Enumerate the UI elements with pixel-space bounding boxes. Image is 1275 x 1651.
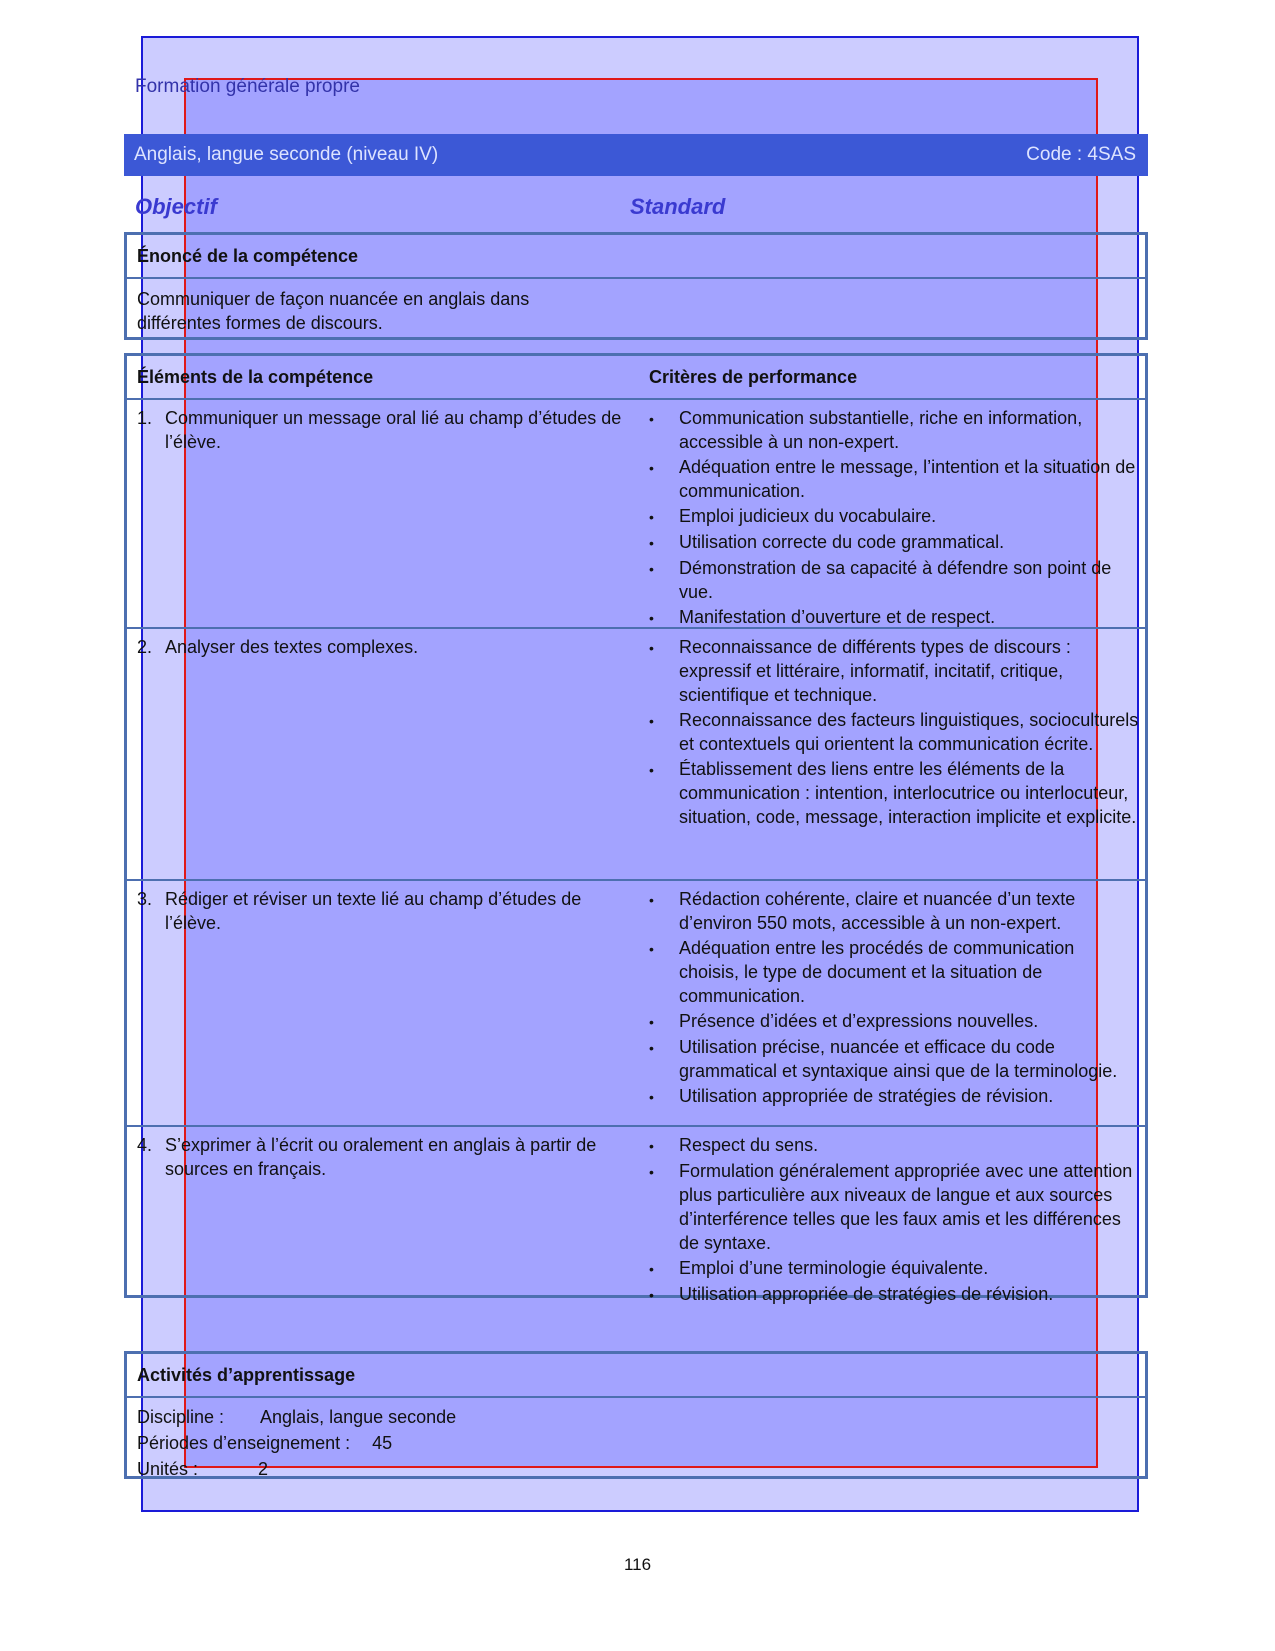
element-text: [137, 635, 627, 659]
criterion-item: [649, 406, 1139, 454]
criterion-item: [649, 1256, 1139, 1281]
criteria-list: [649, 887, 1139, 1110]
criterion-item: [649, 757, 1139, 829]
criterion-item: [649, 887, 1139, 935]
bullet: •: [649, 460, 654, 476]
bullet: •: [649, 535, 654, 551]
bullet: •: [649, 411, 654, 427]
criterion-text: Établissement des liens entre les éléments de la communication : intention, interlocutrice ou interlocuteur, situation, code, message, interaction implicite et explicite.: [679, 759, 1137, 827]
element-number: 4.: [137, 1135, 153, 1155]
course-title: Anglais, langue seconde (niveau IV): [134, 144, 439, 165]
criterion-text: Communication substantielle, riche en information, accessible à un non-expert.: [679, 408, 1083, 452]
criterion-item: [649, 605, 1139, 630]
criterion-item: [649, 1035, 1139, 1083]
objective-heading: Objectif: [135, 194, 217, 219]
bullet: •: [649, 892, 654, 908]
criterion-text: Utilisation appropriée de stratégies de révision.: [679, 1086, 1054, 1106]
elements-criteria-box: [124, 353, 1148, 1304]
element-text: [137, 406, 627, 454]
bullet: •: [649, 1164, 654, 1180]
criterion-text: Utilisation correcte du code grammatical.: [679, 532, 1005, 552]
bullet: •: [649, 1014, 654, 1030]
criterion-item: [649, 455, 1139, 503]
element-row: [127, 1127, 1145, 1304]
criterion-text: Adéquation entre le message, l’intention et la situation de communication.: [679, 457, 1136, 501]
element-number: 3.: [137, 889, 153, 909]
units-line: [137, 1456, 1135, 1482]
element-description: Analyser des textes complexes.: [165, 637, 419, 657]
statement-line: différentes formes de discours.: [137, 313, 383, 333]
criterion-text: Respect du sens.: [679, 1135, 819, 1155]
learning-activities-box: [124, 1351, 1148, 1479]
standard-heading: Standard: [630, 194, 726, 219]
criterion-text: Reconnaissance de différents types de discours : expressif et littéraire, informatif, incitatif, critique, scientifique et technique.: [679, 637, 1071, 705]
criterion-item: [649, 1159, 1139, 1255]
criterion-item: [649, 635, 1139, 707]
page-number: 116: [623, 1555, 652, 1574]
criterion-text: Emploi judicieux du vocabulaire.: [679, 506, 937, 526]
bullet: •: [649, 1040, 654, 1056]
criterion-text: Formulation généralement appropriée avec une attention plus particulière aux niveaux de langue et aux sources d’interférence telles que les faux amis et les différences de syntaxe.: [679, 1161, 1133, 1253]
statement-line: Communiquer de façon nuancée en anglais dans: [137, 289, 530, 309]
criterion-item: [649, 708, 1139, 756]
units-value: 2: [258, 1459, 269, 1479]
criterion-text: Reconnaissance des facteurs linguistiques, socioculturels et contextuels qui orientent la communication écrite.: [679, 710, 1139, 754]
bullet: •: [649, 610, 654, 626]
bullet: •: [649, 1089, 654, 1105]
criterion-item: [649, 936, 1139, 1008]
periods-label: Périodes d’enseignement :: [137, 1433, 351, 1453]
units-label: Unités :: [137, 1459, 199, 1479]
element-number: 1.: [137, 408, 153, 428]
bullet: •: [649, 941, 654, 957]
activities-header: Activités d’apprentissage: [127, 1354, 1145, 1398]
discipline-line: [137, 1404, 1135, 1430]
bullet: •: [649, 713, 654, 729]
criterion-text: Démonstration de sa capacité à défendre son point de vue.: [679, 558, 1112, 602]
criteria-header: Critères de performance: [649, 366, 858, 387]
bullet: •: [649, 1261, 654, 1277]
criteria-list: [649, 406, 1139, 631]
element-description: Rédiger et réviser un texte lié au champ d’études de l’élève.: [165, 889, 582, 933]
element-row: [127, 400, 1145, 629]
criterion-text: Utilisation précise, nuancée et efficace du code grammatical et syntaxique ainsi que de la terminologie.: [679, 1037, 1118, 1081]
criterion-text: Utilisation appropriée de stratégies de révision.: [679, 1284, 1054, 1304]
activities-details: [127, 1398, 1145, 1488]
criterion-text: Adéquation entre les procédés de communication choisis, le type de document et la situation de communication.: [679, 938, 1075, 1006]
discipline-label: Discipline :: [137, 1407, 225, 1427]
competency-statement-box: [124, 232, 1148, 340]
criterion-item: [649, 1084, 1139, 1109]
criterion-item: [649, 1282, 1139, 1307]
element-description: S’exprimer à l’écrit ou oralement en anglais à partir de sources en français.: [165, 1135, 597, 1179]
bullet: •: [649, 1138, 654, 1154]
bullet: •: [649, 762, 654, 778]
bullet: •: [649, 1287, 654, 1303]
criterion-text: Manifestation d’ouverture et de respect.: [679, 607, 996, 627]
criterion-item: [649, 1009, 1139, 1034]
criteria-list: [649, 1133, 1139, 1308]
criteria-list: [649, 635, 1139, 830]
criterion-item: [649, 504, 1139, 529]
criterion-item: [649, 530, 1139, 555]
bullet: •: [649, 640, 654, 656]
criterion-text: Emploi d’une terminologie équivalente.: [679, 1258, 989, 1278]
elements-header: Éléments de la compétence: [137, 366, 374, 387]
discipline-value: Anglais, langue seconde: [260, 1407, 457, 1427]
element-row: [127, 881, 1145, 1127]
element-number: 2.: [137, 637, 153, 657]
program-title: Formation générale propre: [135, 76, 360, 97]
criterion-item: [649, 1133, 1139, 1158]
criterion-text: Rédaction cohérente, claire et nuancée d’un texte d’environ 550 mots, accessible à un non-expert.: [679, 889, 1076, 933]
element-text: [137, 887, 627, 935]
element-description: Communiquer un message oral lié au champ d’études de l’élève.: [165, 408, 622, 452]
elements-criteria-header: [127, 356, 1145, 400]
criterion-item: [649, 556, 1139, 604]
element-text: [137, 1133, 627, 1181]
bullet: •: [649, 561, 654, 577]
bullet: •: [649, 509, 654, 525]
element-row: [127, 629, 1145, 881]
statement-text: [127, 279, 1145, 343]
periods-value: 45: [372, 1433, 393, 1453]
periods-line: [137, 1430, 1135, 1456]
statement-header: Énoncé de la compétence: [127, 235, 1145, 279]
criterion-text: Présence d’idées et d’expressions nouvelles.: [679, 1011, 1039, 1031]
course-code: Code : 4SAS: [1026, 144, 1136, 165]
course-header-bar: [124, 134, 1148, 176]
